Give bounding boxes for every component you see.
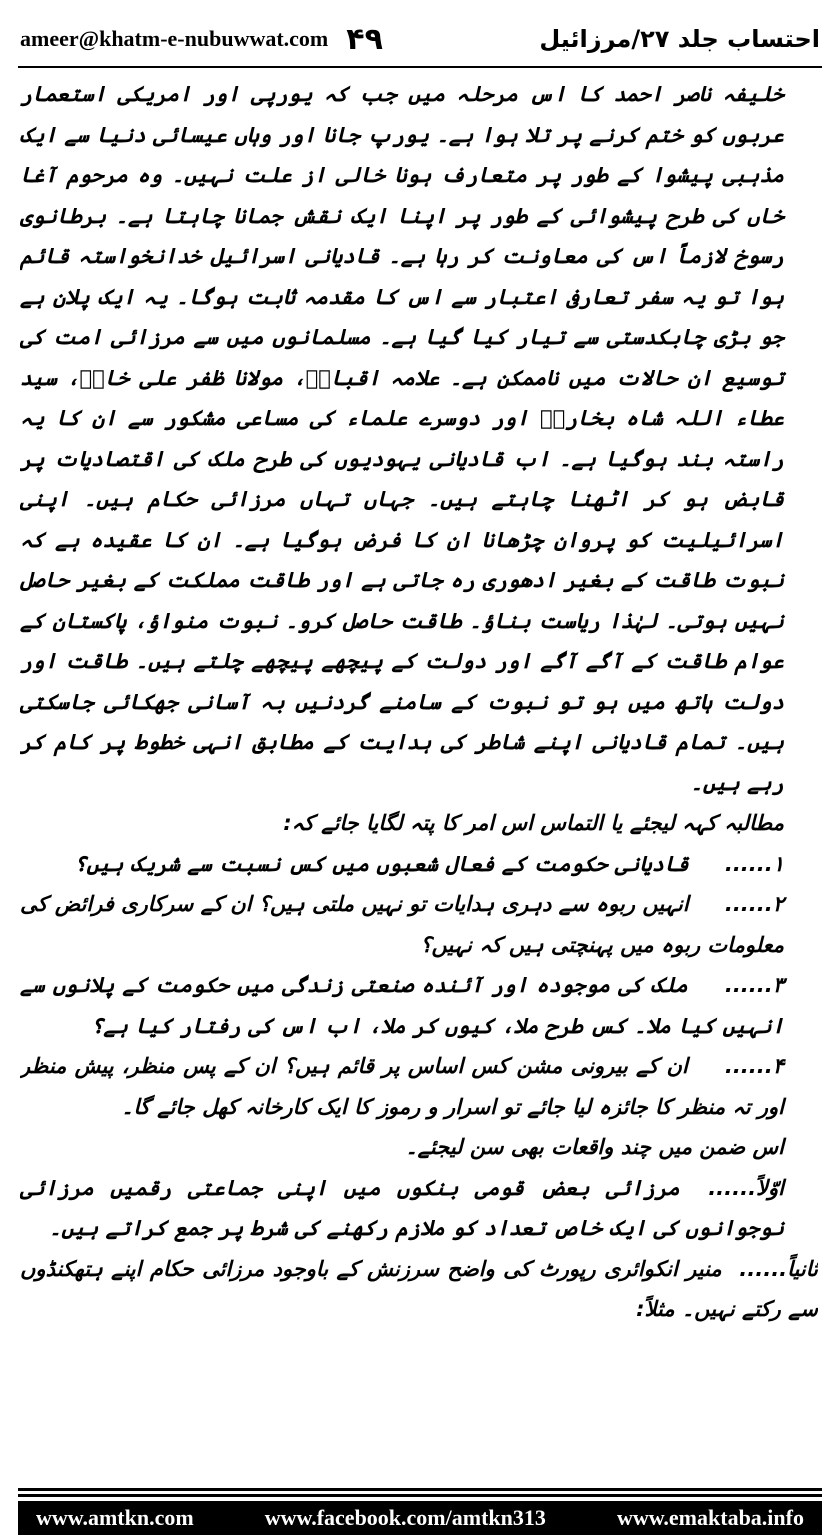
question-text: ملک کی موجودہ اور آئندہ صنعتی زندگی میں حکومت کے پلانوں سے انہیں کیا ملا۔ کس طرح ملا، کیوں کر ملا، اب اس کی رفتار کیا ہے؟ [20, 973, 784, 1038]
footer-link-facebook[interactable]: www.facebook.com/amtkn313 [264, 1505, 546, 1530]
event-label: اوّلاً...... [708, 1175, 785, 1200]
events-intro: اس ضمن میں چند واقعات بھی سن لیجئے۔ [405, 1135, 784, 1159]
header-email: ameer@khatm-e-nubuwwat.com [20, 26, 329, 51]
main-paragraph: خلیفہ ناصر احمد کا اس مرحلہ میں جب کہ یورپی اور امریکی استعمار عربوں کو ختم کرنے پر تلا ہوا ہے۔ یورپ جانا اور وہاں عیسائی دنیا سے ایک مذہبی پیشوا کے طور پر متعارف ہونا خالی از علت نہیں۔ وہ مرحوم آغا خاں کی طرح پیشوائی کے طور پر اپنا ایک نقش جمانا چاہتا ہے۔ برطانوی رسوخ لازماً اس کی معاونت کر رہا ہے۔ قادیانی اسرائیل خدانخواستہ قائم ہوا تو یہ سفر تعارفی اعتبار سے اس کا مقدمہ ثابت ہوگا۔ یہ ایک پلان ہے جو بڑی چابکدستی سے تیار کیا گیا ہے۔ مسلمانوں میں سے مرزائی امت کی توسیع ان حالات میں ناممکن ہے۔ علامہ اقبالؒ، مولانا ظفر علی خانؒ، سید عطاء اللہ شاہ بخاریؒ اور دوسرے علماء کی مساعی مشکور سے ان کا یہ راستہ بند ہوگیا ہے۔ اب قادیانی یہودیوں کی طرح ملک کی اقتصادیات پر قابض ہو کر اٹھنا چاہتے ہیں۔ جہاں تہاں مرزائی حکام ہیں۔ اپنی اسرائیلیت کو پروان چڑھانا ان کا فرض ہوگیا ہے۔ ان کا عقیدہ ہے کہ نبوت طاقت کے بغیر ادھوری رہ جاتی ہے اور طاقت مملکت کے بغیر حاصل نہیں ہوتی۔ لہٰذا ریاست بناؤ۔ طاقت حاصل کرو۔ نبوت منواؤ، پاکستان کے عوام طاقت کے آگے آگے اور دولت کے پیچھے پیچھے چلتے ہیں۔ طاقت اور دولت ہاتھ میں ہو تو نبوت کے سامنے گردنیں بہ آسانی جھکائی جاسکتی ہیں۔ تمام قادیانی اپنے شاطر کی ہدایت کے مطابق انہی خطوط پر کام کر رہے ہیں۔ [20, 82, 784, 795]
question-item-1 [20, 844, 818, 885]
event-text: منیر انکوائری رپورٹ کی واضح سرزنش کے باوجود مرزائی حکام اپنے ہتھکنڈوں سے رکتے نہیں۔ مثلاً: [20, 1256, 818, 1321]
event-label: ثانیاً...... [739, 1256, 818, 1281]
question-number: ۱...... [724, 851, 784, 876]
question-number: ۳...... [724, 973, 784, 997]
question-item-4 [20, 1046, 818, 1127]
header-left [20, 22, 383, 57]
footer-divider-top [18, 1488, 822, 1491]
question-text: ان کے بیرونی مشن کس اساس پر قائم ہیں؟ ان کے پس منظر، پیش منظر اور تہ منظر کا جائزہ لیا جائے تو اسرار و رموز کا ایک کارخانہ کھل جائے گا۔ [20, 1054, 784, 1119]
event-item-2 [20, 1249, 818, 1330]
footer-link-amtkn[interactable]: www.amtkn.com [36, 1505, 194, 1530]
footer-bar [18, 1501, 822, 1535]
question-text: قادیانی حکومت کے فعال شعبوں میں کس نسبت سے شریک ہیں؟ [74, 851, 689, 876]
question-item-3 [20, 965, 818, 1046]
question-number: ۴...... [724, 1054, 784, 1078]
question-number: ۲...... [724, 892, 784, 916]
event-item-1 [20, 1168, 818, 1249]
footer-divider-bottom [18, 1494, 822, 1497]
page-number: ۴۹ [346, 21, 383, 57]
question-text: انہیں ربوہ سے دہری ہدایات تو نہیں ملتی ہیں؟ ان کے سرکاری فرائض کی معلومات ربوہ میں پہنچتی ہیں کہ نہیں؟ [20, 892, 784, 957]
question-item-2 [20, 884, 818, 965]
page-header [20, 18, 820, 60]
footer-link-emaktaba[interactable]: www.emaktaba.info [616, 1505, 804, 1530]
event-text: مرزائی بعض قومی بنکوں میں اپنی جماعتی رقمیں مرزائی نوجوانوں کی ایک خاص تعداد کو ملازم رکھنے کی شرط پر جمع کراتے ہیں۔ [20, 1175, 784, 1240]
book-title: احتساب جلد ۲۷/مرزائیل [539, 25, 820, 53]
demand-intro: مطالبہ کہہ لیجئے یا التماس اس امر کا پتہ لگایا جائے کہ: [283, 811, 784, 835]
page-body [20, 74, 818, 1430]
header-divider [18, 66, 822, 68]
